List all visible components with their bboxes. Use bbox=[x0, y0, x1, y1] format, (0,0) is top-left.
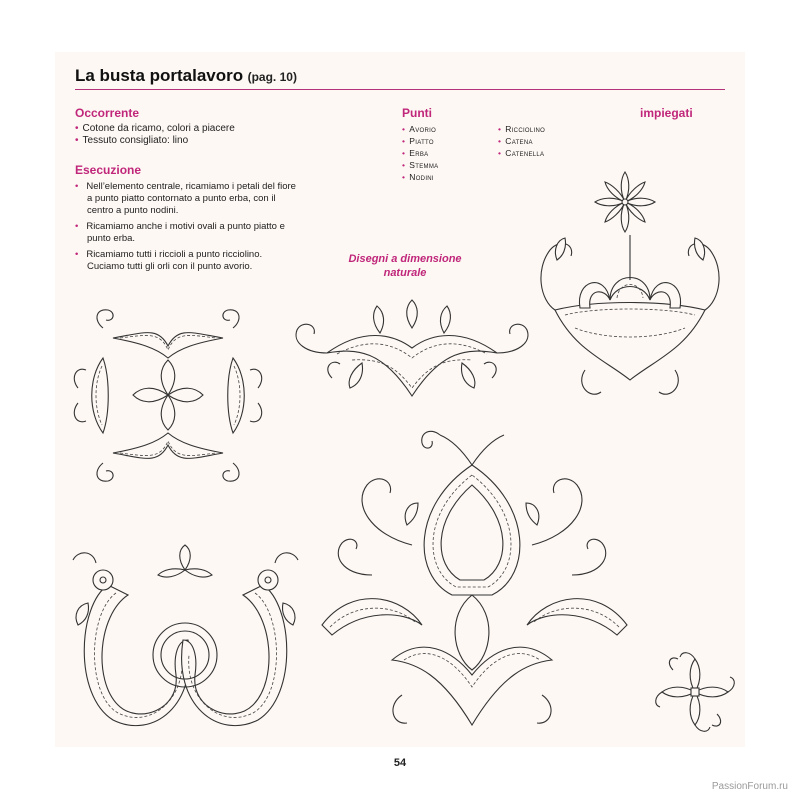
stitch-list-col2 bbox=[498, 123, 545, 159]
stitch-item: • Catena bbox=[498, 135, 545, 147]
materials-item: • Cotone da ricamo, colori a piacere bbox=[75, 123, 235, 135]
stitch-item: • Erba bbox=[402, 147, 438, 159]
embroidery-motif-central-medallion bbox=[312, 425, 637, 745]
stitch-item: • Ricciolino bbox=[498, 123, 545, 135]
embroidery-motif-horseshoes bbox=[68, 545, 303, 745]
stitch-item: • Stemma bbox=[402, 159, 438, 171]
instruction-step: • Nell’elemento centrale, ricamiamo i petali del fiore a punto piatto contornato a punto erba, con il centro a punto nodini. bbox=[75, 181, 300, 217]
embroidery-motif-flower-scrolls bbox=[68, 298, 268, 493]
instructions-heading: Esecuzione bbox=[75, 163, 142, 177]
materials-heading: Occorrente bbox=[75, 106, 140, 120]
stitch-list-col1 bbox=[402, 123, 438, 183]
instruction-step: • Ricamiamo tutti i riccioli a punto ricciolino. Cuciamo tutti gli orli con il punto avorio. bbox=[75, 249, 300, 273]
stitch-item: • Piatto bbox=[402, 135, 438, 147]
stitch-item: • Catenella bbox=[498, 147, 545, 159]
stitches-heading-suffix: impiegati bbox=[640, 106, 693, 120]
page-title: La busta portalavoro bbox=[75, 66, 244, 85]
stitch-item: • Nodini bbox=[402, 171, 438, 183]
embroidery-motif-small-quatrefoil bbox=[648, 645, 743, 740]
materials-item: • Tessuto consigliato: lino bbox=[75, 135, 235, 147]
page-reference: (pag. 10) bbox=[247, 70, 297, 84]
page-number: 54 bbox=[393, 757, 407, 769]
embroidery-motif-leaf-arch bbox=[292, 298, 532, 408]
embroidery-motif-flower-crown bbox=[535, 160, 725, 410]
watermark: PassionForum.ru bbox=[711, 781, 788, 792]
instruction-step: • Ricamiamo anche i motivi ovali a punto piatto e punto erba. bbox=[75, 221, 300, 245]
stitch-item: • Avorio bbox=[402, 123, 438, 135]
stitches-heading: Punti bbox=[402, 106, 432, 120]
title-row bbox=[75, 66, 725, 90]
materials-list bbox=[75, 123, 235, 147]
size-caption bbox=[345, 252, 465, 280]
instructions-list bbox=[75, 181, 300, 277]
caption-line: naturale bbox=[383, 267, 427, 279]
caption-line: Disegni a dimensione bbox=[348, 253, 462, 265]
